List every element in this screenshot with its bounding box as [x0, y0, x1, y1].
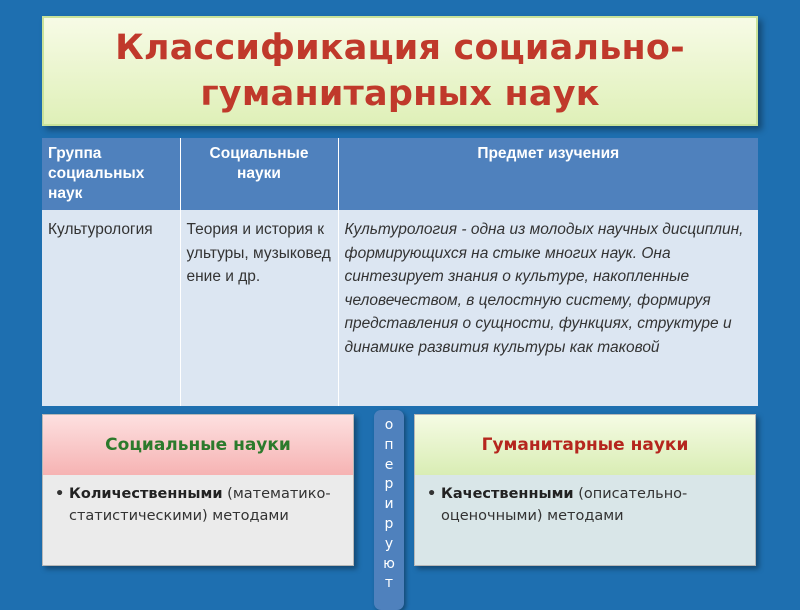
humanities-method-bold: Качественными	[441, 486, 574, 502]
bullet-icon: •	[55, 486, 65, 502]
social-sciences-box	[42, 414, 354, 566]
cell-group: Культурология	[42, 210, 180, 406]
table-header-row	[42, 138, 758, 210]
list-item	[55, 483, 343, 527]
social-method-text	[69, 483, 343, 527]
social-method-bold: Количественными	[69, 486, 223, 502]
bullet-icon: •	[427, 486, 437, 502]
humanities-body	[415, 475, 755, 566]
header-sciences: Социальные науки	[180, 138, 338, 210]
connector-letter: ю	[383, 555, 395, 572]
connector-letter: у	[384, 535, 394, 552]
title-line-2: гуманитарных наук	[200, 74, 600, 114]
connector-letter: о	[384, 417, 394, 433]
connector-letter: т	[384, 575, 394, 592]
humanities-method-rest: (описательно-оценочными) методами	[441, 486, 688, 524]
cell-subject: Культурология - одна из молодых научных дисциплин, формирующихся на стыке многих наук. Она синтезирует знания о культуре, накопленные человечеством, в целостную систему, формируя представления о сущности, функциях, структуре и динамике развития культуры как таковой	[338, 210, 758, 406]
title-banner	[42, 16, 758, 126]
cell-sciences: Теория и история культуры, музыковедение и др.	[180, 210, 338, 406]
table-row	[42, 210, 758, 406]
classification-table	[42, 138, 758, 406]
connector-letter: и	[384, 496, 394, 513]
connector-letter: р	[384, 476, 394, 493]
social-sciences-body	[43, 475, 353, 566]
header-group: Группа социальных наук	[42, 138, 180, 210]
social-method-rest: (математико-статистическими) методами	[69, 486, 331, 524]
title-line-1: Классификация социально-	[115, 28, 685, 68]
humanities-box	[414, 414, 756, 566]
connector-letter: е	[384, 456, 394, 473]
social-sciences-heading: Социальные науки	[43, 415, 353, 475]
header-subject: Предмет изучения	[338, 138, 758, 210]
connector-letter: п	[384, 436, 394, 453]
humanities-heading: Гуманитарные науки	[415, 415, 755, 475]
list-item	[427, 483, 745, 527]
connector-letter: р	[384, 515, 394, 532]
connector-strip	[374, 410, 404, 610]
humanities-method-text	[441, 483, 745, 527]
